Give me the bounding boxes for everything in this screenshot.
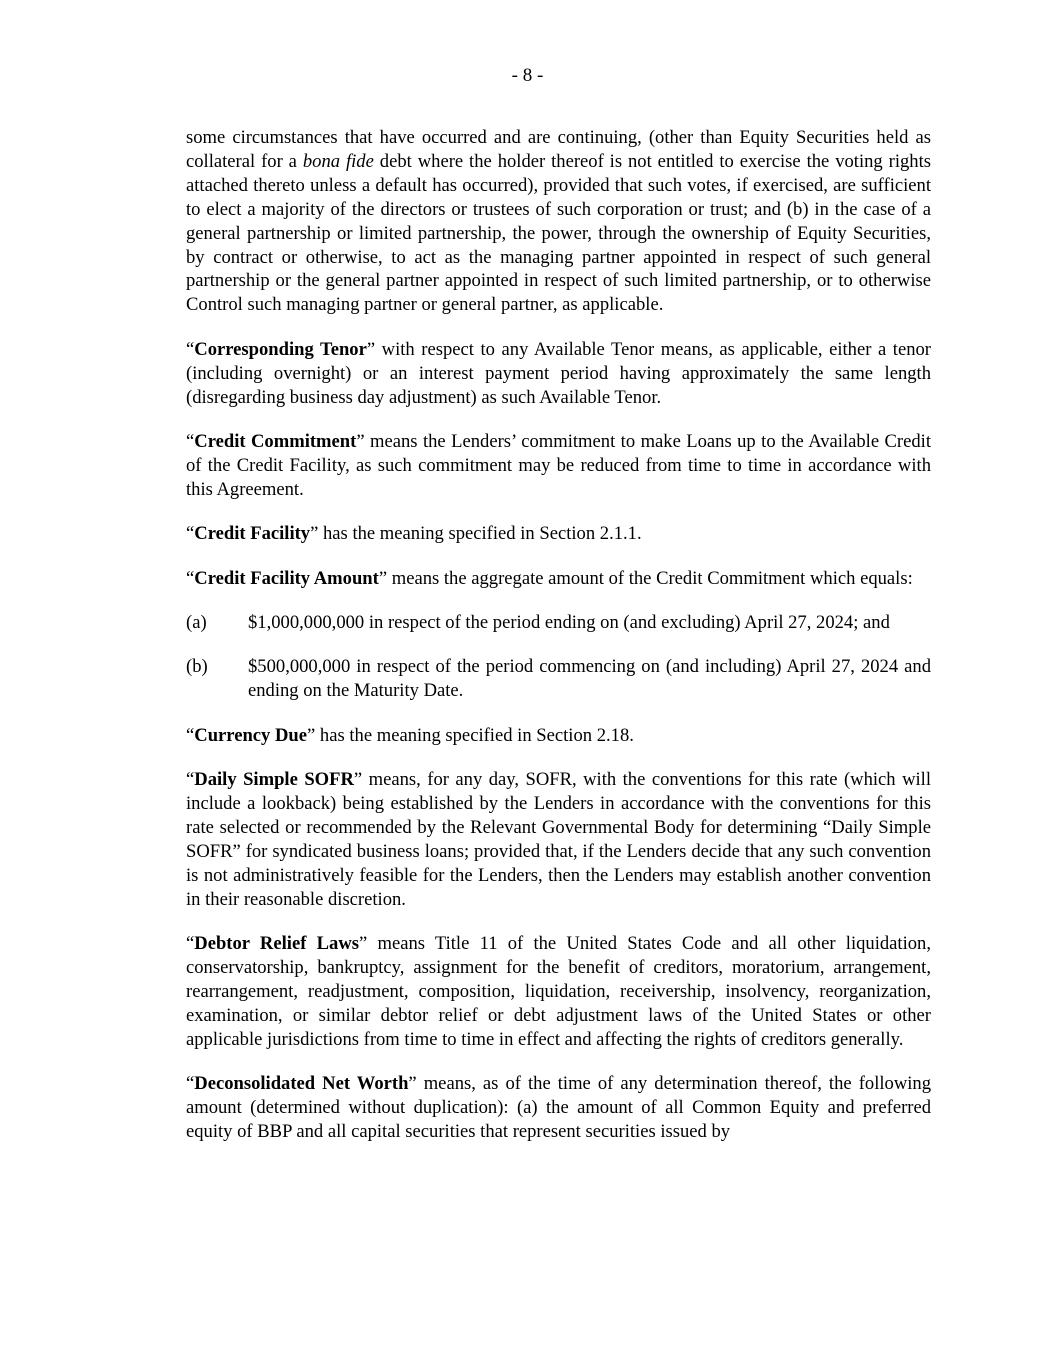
list-item-label: (b) (186, 656, 208, 678)
definition-text: ” means the aggregate amount of the Credit Commitment which equals: (378, 567, 913, 589)
definition-corresponding-tenor (186, 338, 931, 410)
open-quote: “ (186, 338, 195, 360)
paragraph-text: some circumstances that have occurred and are continuing, (other than Equity Securities held as collateral for a (186, 127, 931, 172)
definition-debtor-relief-laws (186, 932, 931, 1052)
paragraph-control-continued (186, 126, 931, 317)
open-quote: “ (186, 523, 195, 545)
definition-text: ” with respect to any Available Tenor means, as applicable, either a tenor (including overnight) or an interest payment period having approximately the same length (disregarding business day adjustment) as such Available Tenor. (186, 338, 931, 408)
open-quote: “ (186, 567, 195, 589)
defined-term: Credit Facility (194, 523, 311, 545)
definition-text: ” means, for any day, SOFR, with the conventions for this rate (which will include a lookback) being established by the Lenders in accordance with the conventions for this rate selected or recommended by the Relevant Governmental Body for determining “Daily Simple SOFR” for syndicated business loans; provided that, if the Lenders decide that any such convention is not administratively feasible for the Lenders, then the Lenders may establish another convention in their reasonable discretion. (186, 769, 931, 910)
defined-term: Deconsolidated Net Worth (194, 1073, 409, 1095)
page-number: - 8 - (511, 65, 544, 86)
defined-term: Debtor Relief Laws (194, 933, 359, 955)
open-quote: “ (186, 430, 195, 452)
definition-daily-simple-sofr (186, 768, 931, 911)
open-quote: “ (186, 724, 195, 746)
open-quote: “ (186, 1073, 195, 1095)
definition-text: ” has the meaning specified in Section 2.18. (307, 724, 634, 746)
defined-term: Currency Due (194, 724, 308, 746)
definition-credit-facility (186, 522, 931, 546)
paragraph-text: debt where the holder thereof is not entitled to exercise the voting rights attached thereto unless a default has occurred), provided that such votes, if exercised, are sufficient to elect a majority of the directors or trustees of such corporation or trust; and (b) in the case of a general partnership or limited partnership, the power, through the ownership of Equity Securities, by contract or otherwise, to act as the managing partner appointed in respect of such general partnership or the general partner appointed in respect of such limited partnership, or to otherwise Control such managing partner or general partner, as applicable. (186, 150, 932, 316)
list-item (186, 611, 931, 635)
defined-term: Daily Simple SOFR (194, 769, 354, 791)
list-item-text: $1,000,000,000 in respect of the period ending on (and excluding) April 27, 2024; and (248, 612, 890, 633)
definition-currency-due (186, 724, 931, 748)
definition-text: ” means, as of the time of any determination thereof, the following amount (determined without duplication): (a) the amount of all Common Equity and preferred equity of BBP and all capital securities that represent securities issued by (186, 1073, 932, 1142)
definition-text: ” means Title 11 of the United States Code and all other liquidation, conservatorship, bankruptcy, assignment for the benefit of creditors, moratorium, arrangement, rearrangement, readjustment, composition, liquidation, receivership, insolvency, reorganization, examination, or similar debtor relief or debt adjustment laws of the United States or other applicable jurisdictions from time to time in effect and affecting the rights of creditors generally. (186, 933, 931, 1050)
list-item (186, 655, 931, 703)
definition-credit-commitment (186, 430, 931, 502)
defined-term: Credit Facility Amount (194, 567, 379, 589)
defined-term: Corresponding Tenor (194, 338, 367, 360)
list-item-text: $500,000,000 in respect of the period commencing on (and including) April 27, 2024 and ending on the Maturity Date. (248, 656, 931, 702)
italic-text: bona fide (302, 150, 374, 172)
open-quote: “ (186, 933, 195, 955)
definition-text: ” means the Lenders’ commitment to make Loans up to the Available Credit of the Credit Facility, as such commitment may be reduced from time to time in accordance with this Agreement. (186, 430, 931, 500)
defined-term: Credit Commitment (194, 430, 357, 452)
definition-credit-facility-amount (186, 567, 931, 591)
definition-text: ” has the meaning specified in Section 2.1.1. (310, 523, 642, 545)
list-item-label: (a) (186, 612, 207, 633)
definition-deconsolidated-net-worth (186, 1072, 931, 1144)
open-quote: “ (186, 769, 195, 791)
document-body (186, 126, 931, 1144)
